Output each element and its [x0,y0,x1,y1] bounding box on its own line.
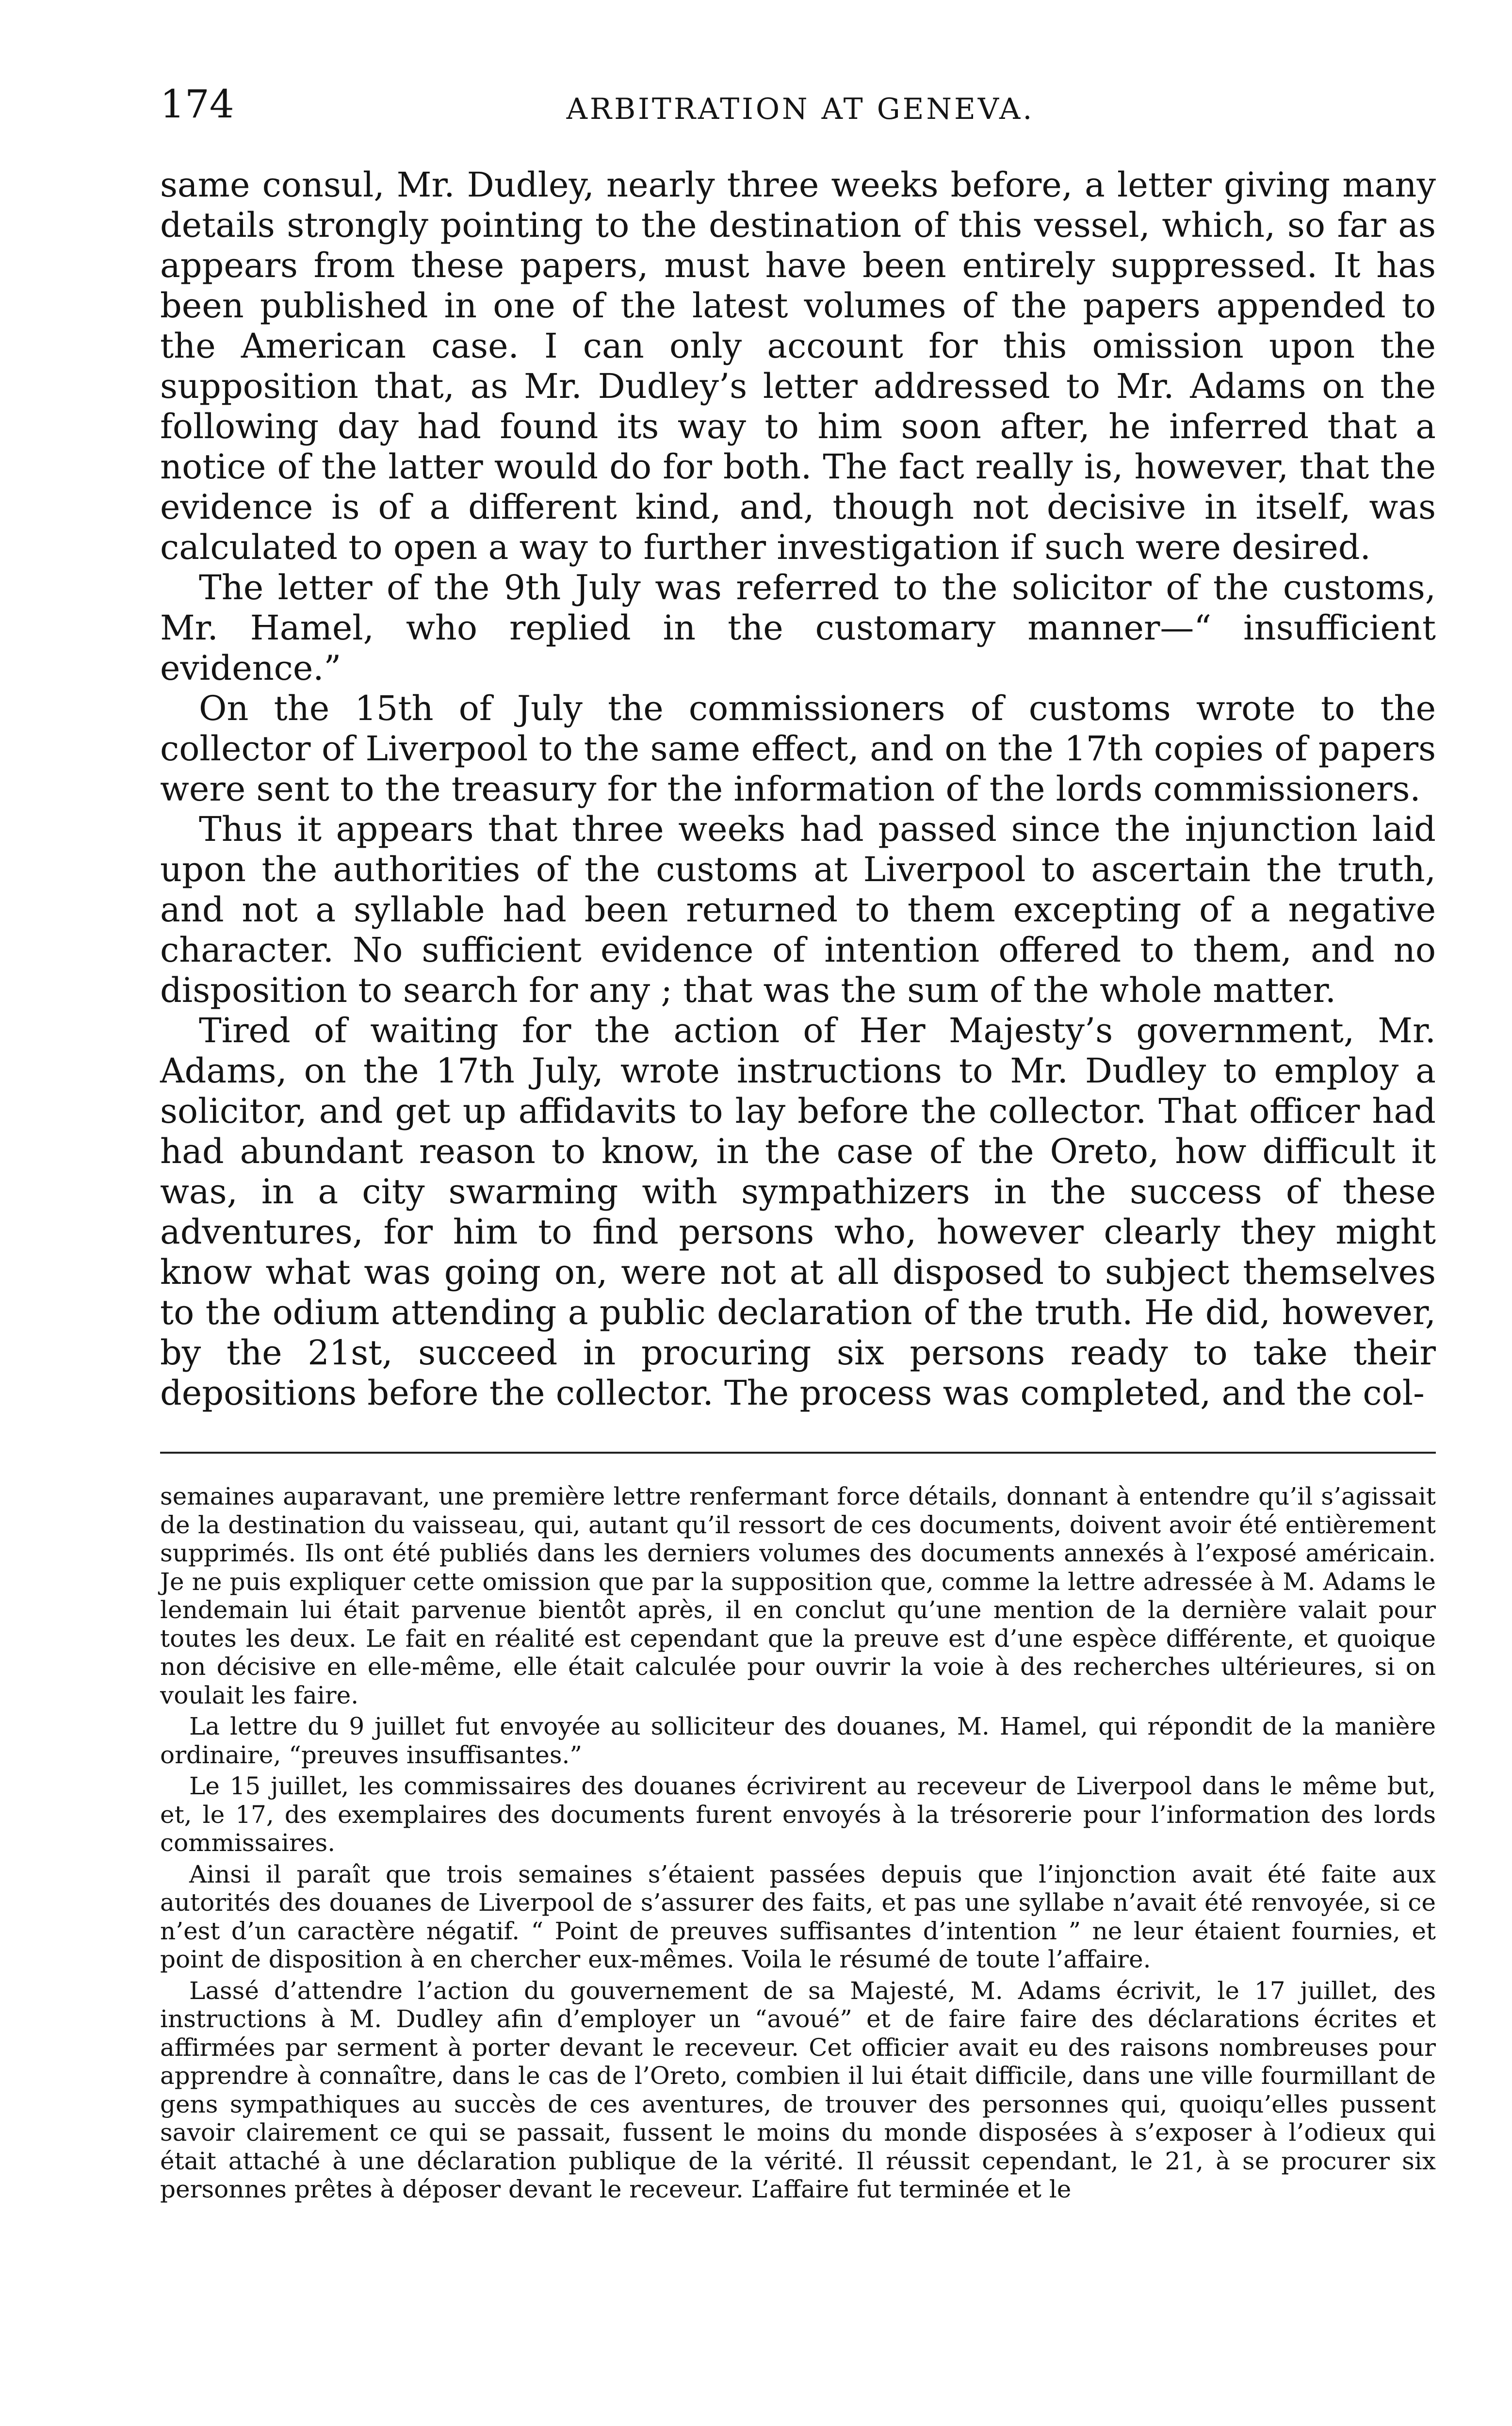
main-paragraph: Tired of waiting for the action of Her Majesty’s government, Mr. Adams, on the 17th July, wrote instructions to Mr. Dudley to employ a solicitor, and get up affidavits to lay before the collector. That officer had had abundant reason to know, in the case of the Oreto, how difficult it was, in a city swarming with sympathizers in the success of these adventures, for him to find persons who, however clearly they might know what was going on, were not at all disposed to subject themselves to the odium attending a public declaration of the truth. He did, however, by the 21st, succeed in procuring six persons ready to take their depositions before the collector. The process was completed, and the col- [160,1011,1436,1413]
main-paragraph: The letter of the 9th July was referred to the solicitor of the customs, Mr. Hamel, who replied in the customary manner—“ insufficient evidence.” [160,568,1436,688]
footnote-paragraph: La lettre du 9 juillet fut envoyée au solliciteur des douanes, M. Hamel, qui répondit de la manière ordinaire, “preuves insuffisantes.” [160,1712,1436,1769]
main-paragraph: same consul, Mr. Dudley, nearly three weeks before, a letter giving many details strongly pointing to the destination of this vessel, which, so far as appears from these papers, must have been entirely suppressed. It has been published in one of the latest volumes of the papers appended to the American case. I can only account for this omission upon the supposition that, as Mr. Dudley’s letter addressed to Mr. Adams on the following day had found its way to him soon after, he inferred that a notice of the latter would do for both. The fact really is, however, that the evidence is of a different kind, and, though not decisive in itself, was calculated to open a way to further investigation if such were desired. [160,165,1436,567]
page-number: 174 [160,82,234,127]
main-paragraph: Thus it appears that three weeks had passed since the injunction laid upon the authorities of the customs at Liverpool to ascertain the truth, and not a syllable had been returned to them excepting of a negative character. No sufficient evidence of intention offered to them, and no disposition to search for any ; that was the sum of the whole matter. [160,809,1436,1010]
main-paragraph: On the 15th of July the commissioners of customs wrote to the collector of Liverpool to the same effect, and on the 17th copies of papers were sent to the treasury for the information of the lords commissioners. [160,688,1436,809]
footnote-paragraph: Ainsi il paraît que trois semaines s’étaient passées depuis que l’injonction avait été faite aux autorités des douanes de Liverpool de s’assurer des faits, et pas une syllabe n’avait été renvoyée, si ce n’est d’un caractère négatif. “ Point de preuves suffisantes d’intention ” ne leur étaient fournies, et point de disposition à en chercher eux-mêmes. Voila le résumé de toute l’affaire. [160,1860,1436,1973]
main-text [160,165,1436,1413]
french-translation-footnote [160,1482,1436,2207]
footnote-paragraph: Le 15 juillet, les commissaires des douanes écrivirent au receveur de Liverpool dans le même but, et, le 17, des exemplaires des documents furent envoyés à la trésorerie pour l’information des lords commissaires. [160,1772,1436,1857]
page-header [160,78,1441,131]
running-title: ARBITRATION AT GENEVA. [566,92,1035,126]
footnote-divider [160,1452,1436,1454]
footnote-paragraph: Lassé d’attendre l’action du gouvernement de sa Majesté, M. Adams écrivit, le 17 juillet, des instructions à M. Dudley afin d’employer un “avoué” et de faire faire des déclarations écrites et affirmées par serment à porter devant le receveur. Cet officier avait eu des raisons nombreuses pour apprendre à connaître, dans le cas de l’Oreto, combien il lui était difficile, dans une ville fourmillant de gens sympathiques au succès de ces aventures, de trouver des personnes qui, quoiqu’elles pussent savoir clairement ce qui se passait, fussent le moins du monde disposées à s’exposer à l’odieux qui était attaché à une déclaration publique de la vérité. Il réussit cependant, le 21, à se procurer six personnes prêtes à déposer devant le receveur. L’affaire fut terminée et le [160,1976,1436,2203]
footnote-paragraph: semaines auparavant, une première lettre renfermant force détails, donnant à entendre qu’il s’agissait de la destination du vaisseau, qui, autant qu’il ressort de ces documents, doivent avoir été entièrement supprimés. Ils ont été publiés dans les derniers volumes des documents annexés à l’exposé américain. Je ne puis expliquer cette omission que par la supposition que, comme la lettre adressée à M. Adams le lendemain lui était parvenue bientôt après, il en conclut qu’une mention de la dernière valait pour toutes les deux. Le fait en réalité est cependant que la preuve est d’une espèce différente, et quoique non décisive en elle-même, elle était calculée pour ouvrir la voie à des recherches ultérieures, si on voulait les faire. [160,1482,1436,1709]
